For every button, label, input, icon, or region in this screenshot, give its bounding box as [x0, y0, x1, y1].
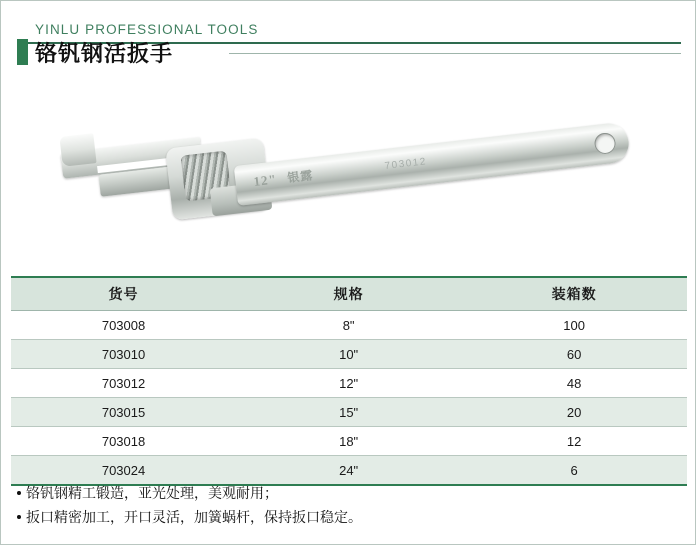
feature-text: 扳口精密加工，开口灵活，加簧蜗杆，保持扳口稳定。 [26, 509, 362, 525]
cell-code: 703015 [11, 398, 236, 427]
page-title: 铬钒钢活扳手 [35, 41, 174, 66]
cell-qty: 100 [461, 311, 687, 340]
hanging-hole [593, 132, 616, 155]
adjustable-wrench-illustration [61, 111, 641, 241]
table-header-row [11, 277, 687, 311]
title-accent-mark [17, 39, 28, 65]
table-row [11, 398, 687, 427]
feature-list [17, 481, 677, 529]
jaw-tip [59, 133, 96, 167]
cell-size: 18" [236, 427, 461, 456]
brand-marking: 银露 [286, 168, 315, 186]
table-row [11, 369, 687, 398]
cell-qty: 20 [461, 398, 687, 427]
wrench-handle [234, 121, 631, 205]
cell-code: 703024 [11, 456, 236, 486]
cell-code: 703018 [11, 427, 236, 456]
cell-qty: 48 [461, 369, 687, 398]
feature-text: 铬钒钢精工锻造，亚光处理，美观耐用； [26, 485, 278, 501]
column-header-qty: 装箱数 [461, 277, 687, 311]
table-row [11, 340, 687, 369]
brand-name: YINLU PROFESSIONAL TOOLS [35, 22, 259, 37]
column-header-code: 货号 [11, 277, 236, 311]
cell-qty: 60 [461, 340, 687, 369]
code-marking: 703012 [384, 156, 428, 173]
spec-table [11, 276, 687, 486]
feature-item [17, 481, 677, 505]
table-row [11, 427, 687, 456]
cell-qty: 6 [461, 456, 687, 486]
bullet-icon [17, 515, 21, 519]
cell-size: 24" [236, 456, 461, 486]
product-image-area [1, 81, 696, 271]
feature-item [17, 505, 677, 529]
table-row [11, 311, 687, 340]
title-row [17, 37, 681, 69]
cell-size: 15" [236, 398, 461, 427]
size-marking: 12" [252, 171, 278, 189]
cell-code: 703010 [11, 340, 236, 369]
brand-bar [1, 11, 695, 37]
title-divider [229, 53, 681, 54]
column-header-size: 规格 [236, 277, 461, 311]
cell-code: 703008 [11, 311, 236, 340]
cell-size: 8" [236, 311, 461, 340]
cell-code: 703012 [11, 369, 236, 398]
bullet-icon [17, 491, 21, 495]
cell-size: 12" [236, 369, 461, 398]
cell-size: 10" [236, 340, 461, 369]
cell-qty: 12 [461, 427, 687, 456]
